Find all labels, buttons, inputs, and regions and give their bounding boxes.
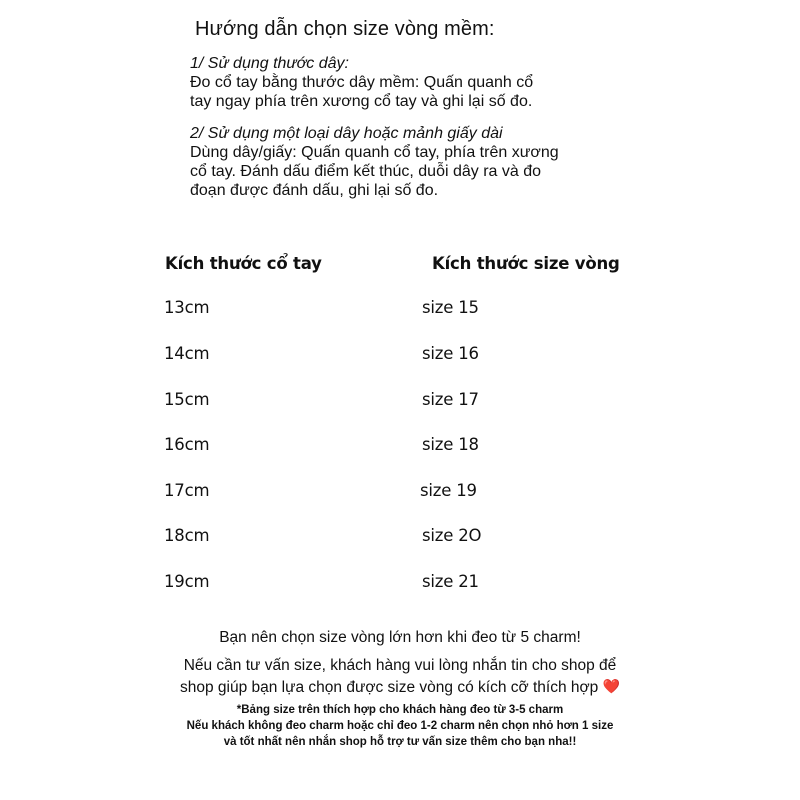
method-2-heading: 2/ Sử dụng một loại dây hoặc mảnh giấy dài xyxy=(190,125,503,142)
wrist-size-cell: 14cm xyxy=(164,344,210,363)
page-title: Hướng dẫn chọn size vòng mềm: xyxy=(195,18,495,40)
charm-advice-note: Bạn nên chọn size vòng lớn hơn khi đeo từ 5 charm! xyxy=(219,629,581,646)
contact-note xyxy=(0,656,800,698)
wrist-size-cell: 15cm xyxy=(164,390,210,409)
method-1-heading: 1/ Sử dụng thước dây: xyxy=(190,55,349,72)
method-2-line: đoạn được đánh dấu, ghi lại số đo. xyxy=(190,182,439,199)
bracelet-size-cell: size 17 xyxy=(422,390,479,409)
contact-note-line-with-heart xyxy=(0,676,800,698)
wrist-size-cell: 13cm xyxy=(164,298,210,317)
method-1-section xyxy=(190,54,533,111)
bracelet-size-header: Kích thước size vòng xyxy=(432,254,620,273)
fine-print xyxy=(0,702,800,750)
fine-print-line: Nếu khách không đeo charm hoặc chỉ đeo 1-2 charm nên chọn nhỏ hơn 1 size xyxy=(186,720,614,732)
wrist-size-cell: 16cm xyxy=(164,435,210,454)
wrist-size-cell: 19cm xyxy=(164,572,210,591)
bracelet-size-cell: size 19 xyxy=(420,481,477,500)
wrist-size-cell: 17cm xyxy=(164,481,210,500)
fine-print-line: và tốt nhất nên nhắn shop hỗ trợ tư vấn size thêm cho bạn nha!! xyxy=(223,736,577,748)
method-2-line: cổ tay. Đánh dấu điểm kết thúc, duỗi dây ra và đo xyxy=(190,163,542,180)
method-1-line: tay ngay phía trên xương cổ tay và ghi lại số đo. xyxy=(190,93,533,110)
wrist-size-cell: 18cm xyxy=(164,526,210,545)
bracelet-size-cell: size 16 xyxy=(422,344,479,363)
bracelet-size-cell: size 2O xyxy=(422,526,482,545)
bracelet-size-cell: size 18 xyxy=(422,435,479,454)
method-1-line: Đo cổ tay bằng thước dây mềm: Quấn quanh cổ xyxy=(190,74,534,91)
method-2-line: Dùng dây/giấy: Quấn quanh cổ tay, phía trên xương xyxy=(190,144,559,161)
contact-note-line: Nếu cần tư vấn size, khách hàng vui lòng nhắn tin cho shop để xyxy=(183,657,617,674)
contact-note-line: shop giúp bạn lựa chọn được size vòng có kích cỡ thích hợp xyxy=(179,679,599,696)
wrist-size-header: Kích thước cổ tay xyxy=(165,254,322,273)
fine-print-line: *Bảng size trên thích hợp cho khách hàng đeo từ 3-5 charm xyxy=(236,704,564,716)
heart-icon: ❤️ xyxy=(602,678,621,694)
bracelet-size-cell: size 21 xyxy=(422,572,479,591)
method-2-section xyxy=(190,124,559,200)
bracelet-size-cell: size 15 xyxy=(422,298,479,317)
